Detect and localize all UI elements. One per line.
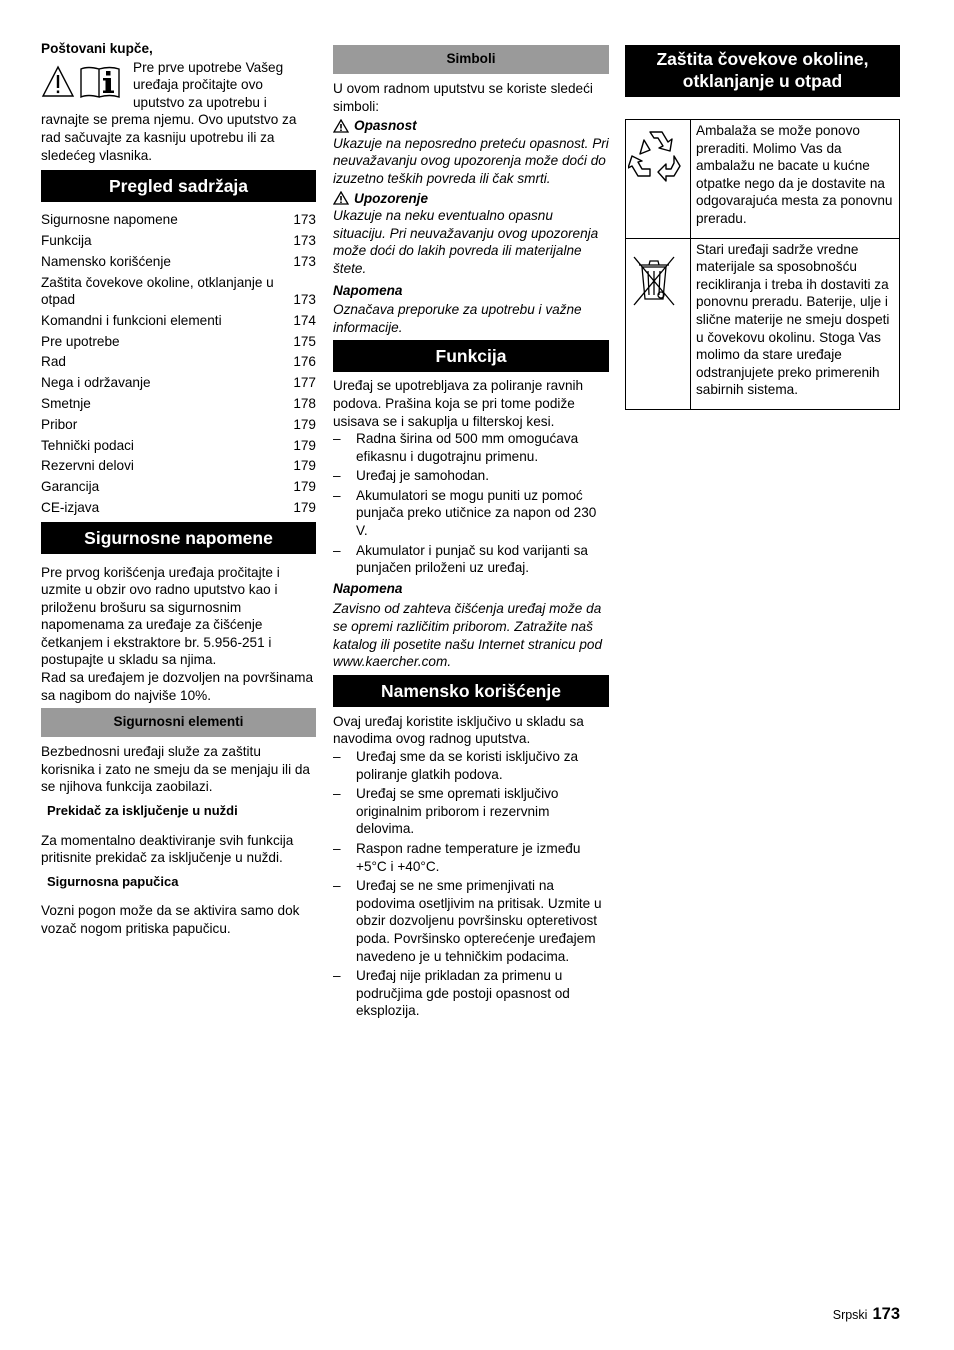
- table-row: [626, 238, 900, 409]
- function-note-label: Napomena: [333, 580, 403, 596]
- list-item: – Akumulator i punjač su kod varijanti sa punjačen priloženi uz uređaj.: [333, 542, 588, 576]
- table-row: [626, 120, 900, 239]
- warning-manual-icon: [41, 65, 121, 99]
- toc-entry[interactable]: Namensko korišćenje 173: [41, 253, 316, 269]
- crossed-bin-icon: [628, 253, 680, 309]
- warning-triangle-icon: [333, 119, 349, 133]
- disposal-text: Stari uređaji sadrže vredne materijale sa sposobnošću recikliranja i treba ih dostaviti za ponovnu preradu. Baterije, ulje i slične materije ne smeju dospeti u čovekovu okolinu. Stoga Vas molimo da stare uređaje odstranjujete preko primerenih sabirnih sistema.: [691, 238, 900, 409]
- toc-entry[interactable]: CE-izjava 179: [41, 499, 316, 515]
- function-note-text: Zavisno od zahteva čišćenja uređaj može da se opremi različitim priborom. Zatražite naš katalog ili posetite našu Internet stranicu pod www.kaercher.com.: [333, 601, 603, 670]
- environment-table: [625, 119, 900, 410]
- list-item: – Akumulatori se mogu puniti uz pomoć punjača preko utičnice za napon od 230 V.: [333, 487, 597, 539]
- function-heading: Funkcija: [333, 340, 609, 372]
- warning-triangle-icon: [333, 191, 349, 205]
- safety-elements-heading: Sigurnosni elementi: [41, 708, 316, 737]
- toc-entry[interactable]: Komandni i funkcioni elementi 174: [41, 312, 316, 328]
- list-item: – Uređaj se sme opremati isključivo originalnim priborom i rezervnim delovima.: [333, 786, 559, 837]
- language-label: Srpski: [832, 1308, 868, 1322]
- recycling-text: Ambalaža se može ponovo preraditi. Molimo Vas da ambalažu ne bacate u kućne otpatke nego da je dostavite na odgovarajuća mesta za ponovnu preradu.: [691, 120, 900, 239]
- danger-text: Ukazuje na neposredno preteću opasnost. Pri neuvažavanju ovog upozorenja može doći do izuzetno teških povreda ili čak smrti.: [333, 135, 609, 186]
- list-item: – Uređaj se ne sme primenjivati na podovima osetljivim na pritisak. Uzmite u obzir dozvoljenu površinsku opteretivost poda. Površinsko opterećenje uređajem navedeno je u tehničkim podacima.: [333, 878, 602, 964]
- intended-use-intro: Ovaj uređaj koristite isključivo u skladu sa navodima ovog radnog uputstva.: [333, 713, 584, 747]
- list-item: – Raspon radne temperature je između +5°C i +40°C.: [333, 840, 581, 874]
- toc-entry[interactable]: Pribor 179: [41, 416, 316, 432]
- toc-entry[interactable]: Zaštita čovekove okoline, otklanjanje u otpad 173: [41, 274, 316, 308]
- safety-pedal-heading: Sigurnosna papučica: [47, 873, 179, 889]
- symbols-intro: U ovom radnom uputstvu se koriste sledeći simboli:: [333, 81, 593, 114]
- danger-label: Opasnost: [333, 117, 609, 135]
- salutation: Poštovani kupče,: [41, 41, 153, 56]
- list-item: – Radna širina od 500 mm omogućava efikasnu i dugotrajnu primenu.: [333, 431, 579, 464]
- warning-text: Ukazuje na neku eventualno opasnu situaciju. Pri neuvažavanju ovog upozorenja može doći do lakih povreda ili materijalne štete.: [333, 208, 599, 276]
- warning-label: Upozorenje: [333, 190, 609, 208]
- column-right: [625, 45, 900, 410]
- emergency-stop-text: Za momentalno deaktiviranje svih funkcija pritisnite prekidač za isključenje u nuždi.: [41, 832, 294, 866]
- emergency-stop-heading: Prekidač za isključenje u nuždi: [47, 803, 238, 819]
- function-intro: Uređaj se upotrebljava za poliranje ravnih podova. Prašina koja se pri tome podiže usisava se i sakuplja u filterskoj kesi.: [333, 378, 584, 429]
- note-label: Napomena: [333, 282, 403, 298]
- list-item: – Uređaj sme da se koristi isključivo za poliranje glatkih podova.: [333, 749, 579, 782]
- page-footer: [833, 1306, 900, 1325]
- toc-entry[interactable]: Tehnički podaci 179: [41, 437, 316, 453]
- column-middle: [333, 45, 609, 1020]
- note-text: Označava preporuke za upotrebu i važne informacije.: [333, 302, 582, 335]
- toc-entry[interactable]: Garancija 179: [41, 479, 316, 495]
- recycling-icon: [628, 126, 684, 182]
- safety-heading: Sigurnosne napomene: [41, 522, 316, 554]
- table-of-contents: [41, 211, 316, 516]
- intro-with-icons: [41, 59, 316, 112]
- toc-entry[interactable]: Nega i održavanje 177: [41, 375, 316, 391]
- safety-pedal-text: Vozni pogon može da se aktivira samo dok vozač nogom pritiska papučicu.: [41, 903, 300, 936]
- toc-entry[interactable]: Smetnje 178: [41, 396, 316, 411]
- intended-use-heading: Namensko korišćenje: [333, 675, 609, 707]
- toc-entry[interactable]: Rad 176: [41, 354, 316, 370]
- environment-heading: Zaštita čovekove okoline, otklanjanje u otpad: [625, 45, 900, 97]
- toc-entry[interactable]: Pre upotrebe 175: [41, 333, 316, 349]
- list-item: – Uređaj nije prikladan za primenu u područjima gde postoji opasnost od eksplozija.: [333, 968, 570, 1019]
- intro-icons: [41, 59, 133, 112]
- safety-elements-text: Bezbednosni uređaji služe za zaštitu korisnika i zato ne smeju da se menjaju ili da se njihova funkcija zaobilazi.: [41, 744, 310, 795]
- safety-text: Pre prvog korišćenja uređaja pročitajte i uzmite u obzir ovo radno uputstvo kao i priloženu brošuru sa sigurnosnim napomenama za uređaje za čišćenje četkanjem i ekstraktore br. 5.956-251 i postupajte u skladu sa njima.: [41, 564, 280, 668]
- intro-text: ravnajte se prema njemu. Ovo uputstvo za rad sačuvajte za kasniju upotrebu ili za sledećeg vlasnika.: [41, 112, 297, 163]
- toc-entry[interactable]: Funkcija 173: [41, 232, 316, 248]
- list-item: – Uređaj je samohodan.: [333, 468, 489, 484]
- safety-slope-text: Rad sa uređajem je dozvoljen na površinama sa nagibom do najviše 10%.: [41, 670, 314, 703]
- column-left: [41, 40, 316, 938]
- page-number: 173: [872, 1305, 900, 1323]
- toc-entry[interactable]: Sigurnosne napomene 173: [41, 212, 316, 228]
- toc-entry[interactable]: Rezervni delovi 179: [41, 458, 316, 474]
- intro-text-beside: Pre prve upotrebe Vašeg uređaja pročitajte ovo uputstvo za upotrebu i: [133, 59, 284, 110]
- symbols-heading: Simboli: [333, 45, 609, 74]
- toc-heading: Pregled sadržaja: [41, 170, 316, 202]
